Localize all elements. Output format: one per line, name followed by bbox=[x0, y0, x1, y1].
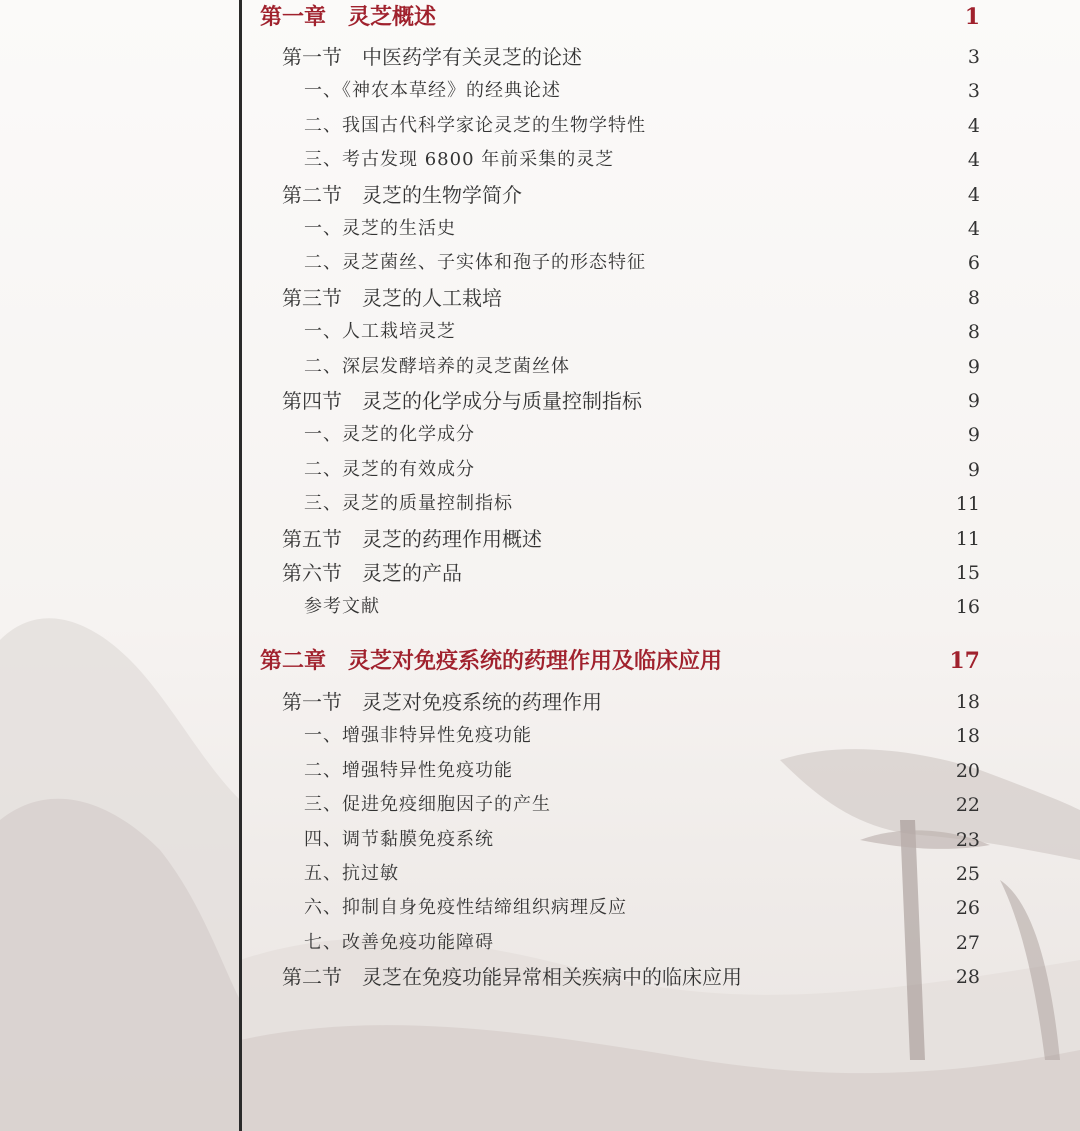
toc-section-title: 第二节 灵芝的生物学简介 bbox=[282, 182, 522, 207]
toc-item[interactable] bbox=[304, 143, 980, 177]
toc-item-title: 二、灵芝的有效成分 bbox=[304, 458, 475, 480]
toc-section[interactable] bbox=[282, 960, 980, 994]
toc-item[interactable] bbox=[304, 823, 980, 857]
toc-item-title: 一、灵芝的化学成分 bbox=[304, 424, 475, 446]
chapter-heading[interactable] bbox=[260, 644, 980, 678]
toc-item-page-number: 4 bbox=[967, 114, 980, 137]
toc-item[interactable] bbox=[304, 418, 980, 452]
toc-section-title: 第二节 灵芝在免疫功能异常相关疾病中的临床应用 bbox=[282, 965, 742, 990]
toc-item[interactable] bbox=[304, 246, 980, 280]
toc-item[interactable] bbox=[304, 891, 980, 925]
toc-item[interactable] bbox=[304, 754, 980, 788]
toc-item-page-number: 11 bbox=[955, 493, 980, 516]
toc-item-page-number: 8 bbox=[967, 321, 980, 344]
toc-item-page-number: 4 bbox=[967, 149, 980, 172]
toc-item-page-number: 20 bbox=[955, 759, 980, 782]
toc-item-title: 一、人工栽培灵芝 bbox=[304, 321, 456, 343]
toc-item[interactable] bbox=[304, 74, 980, 108]
toc-item-title: 六、抑制自身免疫性结缔组织病理反应 bbox=[304, 897, 627, 919]
toc-item-page-number: 9 bbox=[967, 424, 980, 447]
toc-section[interactable] bbox=[282, 40, 980, 74]
toc-item[interactable] bbox=[304, 788, 980, 822]
toc-section[interactable] bbox=[282, 384, 980, 418]
toc-item-page-number: 23 bbox=[955, 828, 980, 851]
toc-section-page-number: 18 bbox=[955, 691, 980, 713]
toc-section-title: 第一节 灵芝对免疫系统的药理作用 bbox=[282, 690, 602, 714]
toc-item-page-number: 6 bbox=[967, 252, 980, 275]
toc-section[interactable] bbox=[282, 178, 980, 212]
toc-item-title: 三、灵芝的质量控制指标 bbox=[304, 493, 513, 515]
toc-item-title: 二、增强特异性免疫功能 bbox=[304, 759, 513, 781]
toc-item-title: 七、改善免疫功能障碍 bbox=[304, 931, 494, 953]
toc-section[interactable] bbox=[282, 522, 980, 556]
toc-section-title: 第五节 灵芝的药理作用概述 bbox=[282, 526, 542, 551]
toc-item-page-number: 26 bbox=[955, 897, 980, 920]
chapter-heading[interactable] bbox=[260, 0, 980, 34]
toc-section-title: 第六节 灵芝的产品 bbox=[282, 561, 462, 585]
toc-item-page-number: 9 bbox=[967, 458, 980, 481]
toc-item[interactable] bbox=[304, 719, 980, 753]
toc-item-page-number: 3 bbox=[967, 80, 980, 103]
chapter-heading-title: 第二章 灵芝对免疫系统的药理作用及临床应用 bbox=[260, 648, 723, 674]
toc-section-title: 第一节 中医药学有关灵芝的论述 bbox=[282, 45, 582, 69]
toc-item-page-number: 22 bbox=[955, 794, 980, 817]
toc-item-page-number: 18 bbox=[955, 725, 980, 748]
toc-item-title: 五、抗过敏 bbox=[304, 863, 399, 884]
chapter-heading-page-number: 1 bbox=[964, 4, 980, 30]
toc-section[interactable] bbox=[282, 556, 980, 590]
toc-item-title: 三、促进免疫细胞因子的产生 bbox=[304, 794, 551, 816]
toc-item[interactable] bbox=[304, 350, 980, 384]
toc-section-page-number: 15 bbox=[955, 562, 980, 584]
toc-section[interactable] bbox=[282, 281, 980, 315]
toc-item-title: 二、我国古代科学家论灵芝的生物学特性 bbox=[304, 114, 646, 136]
toc-item[interactable] bbox=[304, 453, 980, 487]
toc-item-title: 三、考古发现 6800 年前采集的灵芝 bbox=[304, 149, 615, 171]
toc-item-page-number: 9 bbox=[967, 355, 980, 378]
chapter-heading-title: 第一章 灵芝概述 bbox=[260, 4, 437, 30]
toc-item[interactable] bbox=[304, 212, 980, 246]
toc-item-page-number: 4 bbox=[967, 218, 980, 240]
toc-item-title: 一、《神农本草经》的经典论述 bbox=[304, 80, 561, 102]
toc-section-page-number: 28 bbox=[955, 966, 980, 989]
toc-item[interactable] bbox=[304, 590, 980, 624]
toc-item[interactable] bbox=[304, 109, 980, 143]
toc-item[interactable] bbox=[304, 926, 980, 960]
toc-section-page-number: 11 bbox=[955, 527, 980, 550]
toc-item-page-number: 27 bbox=[955, 931, 980, 954]
toc-section-page-number: 9 bbox=[967, 390, 980, 412]
toc-section-title: 第四节 灵芝的化学成分与质量控制指标 bbox=[282, 389, 642, 413]
toc-section-page-number: 8 bbox=[967, 286, 980, 309]
toc-item-title: 四、调节黏膜免疫系统 bbox=[304, 828, 494, 850]
toc-item-title: 一、灵芝的生活史 bbox=[304, 218, 456, 239]
toc-section-page-number: 3 bbox=[967, 46, 980, 68]
toc-item[interactable] bbox=[304, 487, 980, 521]
toc-item-title: 二、深层发酵培养的灵芝菌丝体 bbox=[304, 355, 570, 377]
toc-item-page-number: 16 bbox=[955, 596, 980, 619]
toc-item-title: 二、灵芝菌丝、子实体和孢子的形态特征 bbox=[304, 252, 646, 274]
toc-item-page-number: 25 bbox=[955, 863, 980, 885]
chapter-heading-page-number: 17 bbox=[949, 648, 980, 674]
toc-item-title: 一、增强非特异性免疫功能 bbox=[304, 725, 532, 747]
toc-item-title: 参考文献 bbox=[304, 596, 380, 618]
toc-section[interactable] bbox=[282, 685, 980, 719]
toc-section-page-number: 4 bbox=[967, 183, 980, 206]
toc-section-title: 第三节 灵芝的人工栽培 bbox=[282, 285, 502, 310]
toc-item[interactable] bbox=[304, 857, 980, 891]
toc-item[interactable] bbox=[304, 315, 980, 349]
